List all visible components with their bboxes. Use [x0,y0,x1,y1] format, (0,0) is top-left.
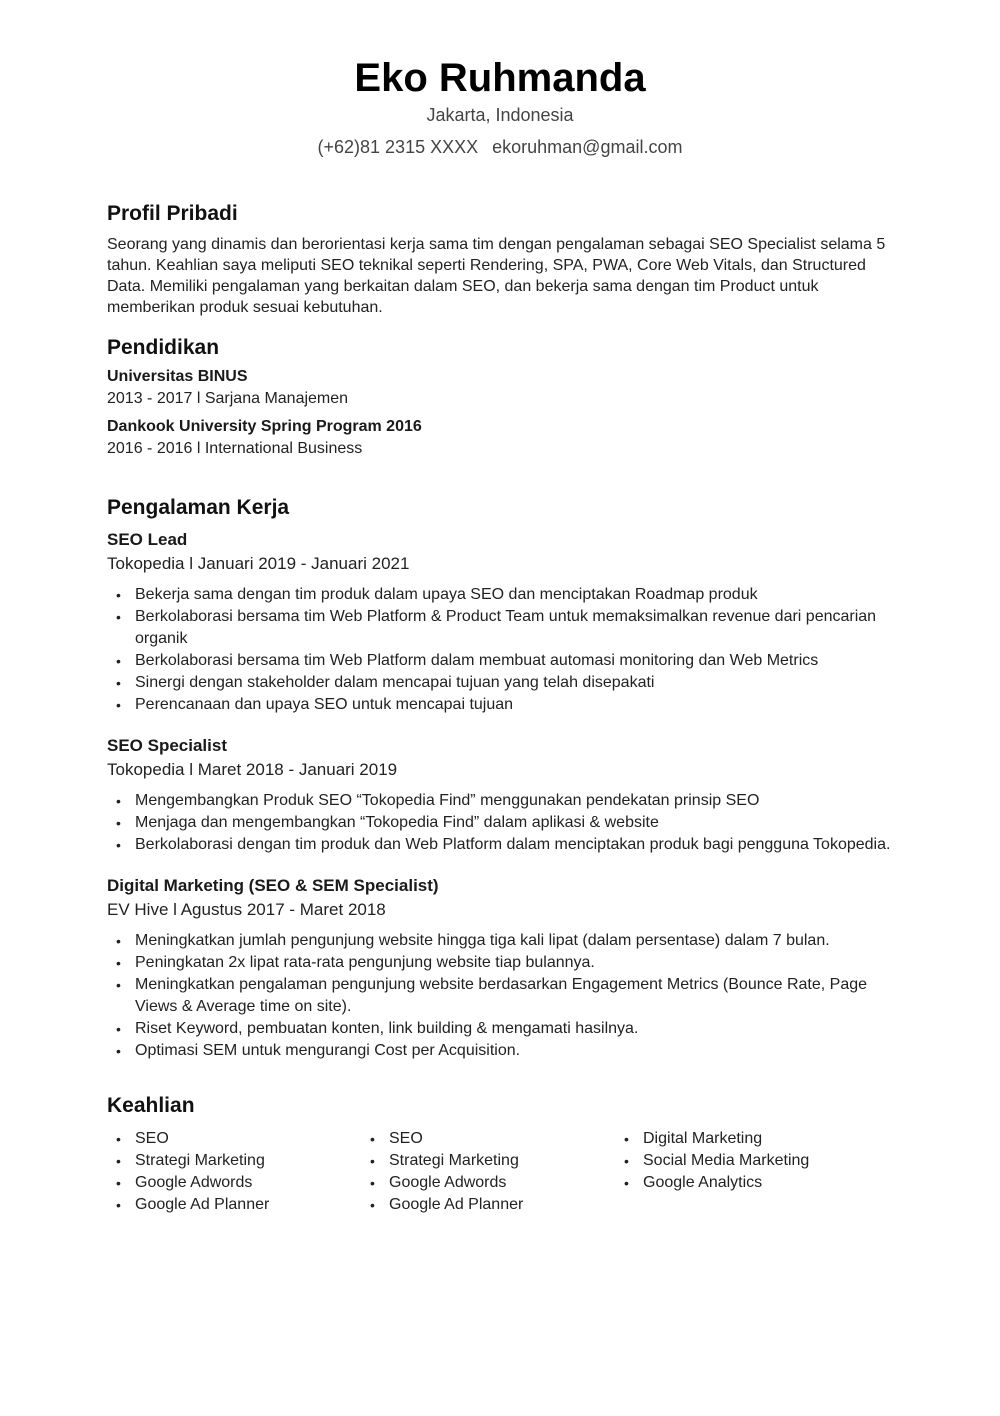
job-company-period: EV Hive l Agustus 2017 - Maret 2018 [107,900,386,919]
skill-text: Strategi Marketing [135,1152,265,1169]
bullet-icon: • [116,955,121,971]
list-item [107,930,897,952]
bullet-icon: • [116,977,121,993]
phone-number: (+62)81 2315 XXXX [317,137,479,157]
bullet-icon: • [116,933,121,949]
job-title: SEO Specialist [107,736,227,755]
bullet-icon: • [624,1175,629,1191]
job-entry [107,874,897,1062]
bullet-icon: • [116,1131,121,1147]
list-item-text: Berkolaborasi bersama tim Web Platform dalam membuat automasi monitoring dan Web Metrics [135,652,819,669]
education-detail: 2016 - 2016 l International Business [107,440,363,457]
skills-column [107,1128,361,1216]
job-company-period: Tokopedia l Maret 2018 - Januari 2019 [107,760,398,779]
list-item [615,1128,869,1150]
list-item-text: Peningkatan 2x lipat rata-rata pengunjung website tiap bulannya. [135,954,595,971]
skills-heading: Keahlian [107,1094,195,1117]
candidate-name: Eko Ruhmanda [354,56,646,100]
profile-heading: Profil Pribadi [107,202,238,225]
education-item [107,416,897,460]
list-item [107,974,897,1018]
bullet-icon: • [116,1175,121,1191]
bullet-icon: • [116,1043,121,1059]
email-address: ekoruhman@gmail.com [492,137,683,157]
list-item [615,1150,869,1172]
bullet-icon: • [116,1197,121,1213]
list-item [107,834,897,856]
list-item [107,1040,897,1062]
list-item [361,1150,615,1172]
list-item-text: Berkolaborasi dengan tim produk dan Web Platform dalam menciptakan produk bagi pengguna Tokopedia. [135,836,891,853]
list-item [107,1194,361,1216]
list-item-text: Sinergi dengan stakeholder dalam mencapai tujuan yang telah disepakati [135,674,655,691]
profile-section [107,200,897,318]
education-institution: Dankook University Spring Program 2016 [107,418,422,435]
job-title: SEO Lead [107,530,188,549]
bullet-icon: • [370,1175,375,1191]
bullet-icon: • [116,697,121,713]
skill-text: SEO [389,1130,423,1147]
bullet-icon: • [116,653,121,669]
job-entry [107,528,897,716]
bullet-icon: • [116,675,121,691]
list-item [107,1018,897,1040]
job-entry [107,734,897,856]
list-item [107,790,897,812]
skills-grid [107,1128,897,1216]
list-item-text: Mengembangkan Produk SEO “Tokopedia Find” menggunakan pendekatan prinsip SEO [135,792,760,809]
list-item [107,952,897,974]
list-item [361,1194,615,1216]
list-item-text: Perencanaan dan upaya SEO untuk mencapai tujuan [135,696,514,713]
bullet-icon: • [116,1021,121,1037]
education-institution: Universitas BINUS [107,368,248,385]
skills-section [107,1092,897,1216]
job-bullets [107,790,897,856]
skill-text: Google Adwords [135,1174,253,1191]
job-bullets [107,930,897,1062]
job-title: Digital Marketing (SEO & SEM Specialist) [107,876,439,895]
list-item-text: Menjaga dan mengembangkan “Tokopedia Find” dalam aplikasi & website [135,814,659,831]
candidate-location: Jakarta, Indonesia [426,105,574,125]
bullet-icon: • [624,1153,629,1169]
job-bullets [107,584,897,716]
list-item [107,672,897,694]
skill-text: Google Adwords [389,1174,507,1191]
skill-text: SEO [135,1130,169,1147]
experience-heading: Pengalaman Kerja [107,496,290,519]
bullet-icon: • [116,587,121,603]
education-heading: Pendidikan [107,336,220,359]
education-section [107,334,897,460]
education-item [107,366,897,410]
skills-column [361,1128,615,1216]
resume-header [0,52,1000,160]
skill-text: Google Ad Planner [135,1196,270,1213]
experience-section [107,494,897,1062]
list-item [107,694,897,716]
list-item [107,812,897,834]
skills-column [615,1128,869,1216]
bullet-icon: • [624,1131,629,1147]
bullet-icon: • [370,1131,375,1147]
list-item [107,1150,361,1172]
skill-text: Google Ad Planner [389,1196,524,1213]
bullet-icon: • [370,1153,375,1169]
list-item [107,584,897,606]
list-item [107,606,897,650]
skill-text: Digital Marketing [643,1130,763,1147]
list-item-text: Optimasi SEM untuk mengurangi Cost per Acquisition. [135,1042,521,1059]
bullet-icon: • [116,793,121,809]
list-item [361,1172,615,1194]
job-company-period: Tokopedia l Januari 2019 - Januari 2021 [107,554,410,573]
list-item [107,1172,361,1194]
bullet-icon: • [116,1153,121,1169]
list-item-text: Meningkatkan pengalaman pengunjung website berdasarkan Engagement Metrics (Bounce Rate, Page Views & Average time on site). [135,976,868,1015]
skill-text: Google Analytics [643,1174,763,1191]
list-item [615,1172,869,1194]
list-item-text: Berkolaborasi bersama tim Web Platform & Product Team untuk memaksimalkan revenue dari pencarian organik [135,608,877,647]
list-item-text: Meningkatkan jumlah pengunjung website hingga tiga kali lipat (dalam persentase) dalam 7 bulan. [135,932,830,949]
list-item-text: Bekerja sama dengan tim produk dalam upaya SEO dan menciptakan Roadmap produk [135,586,758,603]
list-item [361,1128,615,1150]
education-detail: 2013 - 2017 l Sarjana Manajemen [107,390,349,407]
skill-text: Social Media Marketing [643,1152,810,1169]
list-item [107,1128,361,1150]
skill-text: Strategi Marketing [389,1152,519,1169]
list-item [107,650,897,672]
bullet-icon: • [116,609,121,625]
profile-text: Seorang yang dinamis dan berorientasi kerja sama tim dengan pengalaman sebagai SEO Specialist selama 5 tahun. Keahlian saya meliputi SEO teknikal seperti Rendering, SPA, PWA, Core Web Vitals, dan Structured Data. Memiliki pengalaman yang berkaitan dalam SEO, dan bekerja sama dengan tim Product untuk memberikan produk sesuai kebutuhan. [107,236,886,316]
contact-line [0,134,1000,160]
bullet-icon: • [116,837,121,853]
resume-body [107,200,897,1216]
bullet-icon: • [370,1197,375,1213]
list-item-text: Riset Keyword, pembuatan konten, link building & mengamati hasilnya. [135,1020,639,1037]
bullet-icon: • [116,815,121,831]
